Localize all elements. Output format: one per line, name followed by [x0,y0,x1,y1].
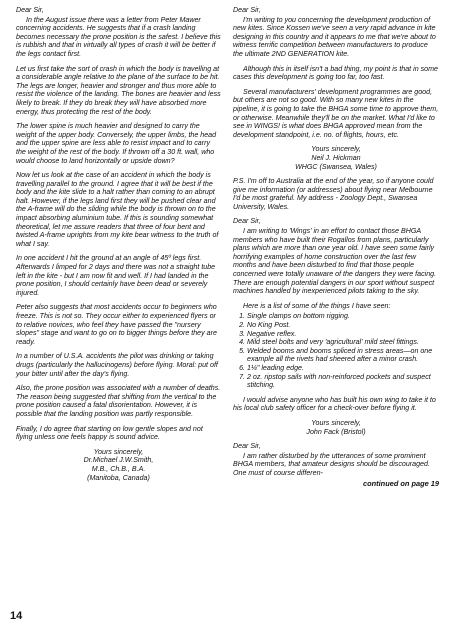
signature-block [16,448,221,482]
letter-salutation: Dear Sir, [16,6,44,14]
letter-paragraph: Now let us look at the case of an accident in which the body is travelling parallel to the ground. I agree that it will be best if the body and the kite slide to a halt rather than coming to an abrupt halt. However, if the legs land first they will be pushed clear and the A-frame will do the sliding while the body is thrown on to the impact absorbing aluminium tube. If this is sounding somewhat theoretical, let me assure readers that three of four bent and twisted A-frame uprights from my kite bear witness to the truth of what I say. [16,171,219,248]
signature-location: WHGC (Swansea, Wales) [295,162,377,171]
letter-paragraph: Peter also suggests that most accidents occur to beginners who freeze. This is not so. They occur either to experienced flyers or to relative novices, who feel they have passed the "nursery slopes" stage and want to go on to bigger things before they are ready. [16,303,217,346]
signature-block [233,419,439,436]
list-item: 2. No King Post. [247,321,439,330]
list-item: 6. 1¼" leading edge. [247,364,439,373]
letter-paragraph: Here is a list of some of the things I have seen: [243,301,391,310]
letter-salutation: Dear Sir, [233,217,261,226]
letter-paragraph: Also, the prone position was associated with a number of deaths. The reason being suggested that shifting from the vertical to the prone position caused a fatal disorientation. However, it is possible that the landing position was partly responsible. [16,384,221,418]
signature-name: Neil J. Hickman [311,153,361,162]
letter-paragraph: In the August issue there was a letter from Peter Mawer concerning accidents. He suggests that if a crash landing becomes necessary the prone position is the safest. I believe this is rubbish and that in virtually all types of crash it will be better if the legs contact first. [16,15,221,58]
letter-paragraph: I am writing to 'Wings' in an effort to contact those BHGA members who have built their Rogallos from plans, particularly plans which are more than one year old. I have seen some fairly horrifying examples of home construction over the last few months and have been disturbed to find that those people concerned were totally unaware of the dangers they were facing. There are enough potential dangers in our sport without suspect machines handled by inexperienced pilots taking to the sky. [233,227,437,296]
letter-paragraph: Several manufacturers' development programmes are good, but others are not so good. With so many new kites in the pipeline, it is going to take the BHGA some time to approve them, or otherwise. Meanwhile they'll be on the market. What I'd like to see in WINGS! is what does BHGA approved mean from the development standpoint, i.e. no. of flights, hours, etc. [233,87,439,139]
postscript: P.S. I'm off to Australia at the end of the year, so if anyone could give me information (or addresses) about flying near Melbourne I'd be most grateful. My address - Zoology Dept., Swansea University, Wales. [233,177,434,211]
signature-location: (Manitoba, Canada) [87,473,150,482]
letter-paragraph: I'm writing to you concerning the development production of new kites. Since Kossen we've seen a very rapid advance in kite designing in this country and it appears to me that we're about to witness terrific competition between manufacturers to produce the ultimate 2ND GENERATION kite. [233,15,436,58]
list-item: 4. Mild steel bolts and very 'agricultural' mild steel fittings. [247,338,439,347]
letter-paragraph: I am rather disturbed by the utterances of some prominent BHGA members, that amateur designs should be discouraged. One must of course differen- [233,451,430,477]
letter-closing: Yours sincerely, [311,145,361,154]
letter-paragraph: The lower spine is much heavier and designed to carry the weight of the upper body. Conversely, the upper limbs, the head and the upper spine are less able to resist impact and to carry the weight of the rest of the body. If thrown off a 30 ft. wall, who would choose to land horizontally or upside down? [16,122,217,165]
letter-paragraph: In one accident I hit the ground at an angle of 45º legs first. Afterwards I limped for 2 days and there was not a straight tube left in the kite - but I am now fit and well. If I had landed in the prone position, I should certainly have been dead or severely injured. [16,254,216,297]
list-item: 1. Single clamps on bottom rigging. [247,312,439,321]
letter-paragraph: Although this in itself isn't a bad thing, my point is that in some cases this development is going too far, too fast. [233,64,438,82]
continued-note: continued on page 19 [363,478,439,488]
letter-paragraph: I would advise anyone who has built his own wing to take it to his local club safety officer for a check-over before flying it. [233,395,436,413]
list-item: 3. Negative reflex. [247,330,439,339]
page-number: 14 [10,610,23,622]
signature-block [233,145,439,171]
list-item: 7. 2 oz. ripstop sails with non-reinforced pockets and suspect stitching. [247,373,439,390]
list-item: 5. Welded booms and booms spliced in stress areas—on one example all the rivets had sheered after a minor crash. [247,347,439,364]
letter-closing: Yours sincerely, [311,418,361,427]
right-column [233,6,439,488]
letter-paragraph: In a number of U.S.A. accidents the pilot was drinking or taking drugs (particularly the hallucinogens) before flying. Moral: put off your bitter until after the day's flying. [16,352,218,378]
letter-salutation: Dear Sir, [233,6,261,14]
letter-paragraph: Finally, I do agree that starting on low gentle slopes and not flying unless one feels happy is sound advice. [16,424,203,442]
letter-salutation: Dear Sir, [233,442,261,451]
signature-name: John Fack (Bristol) [306,427,366,436]
letter-closing: Yours sincerely, [93,447,144,456]
signature-degrees: M.B., Ch.B., B.A. [91,464,146,473]
signature-name: Dr.Michael J.W.Smith, [83,456,154,465]
hazard-list [233,312,439,389]
left-column [16,6,221,488]
letter-paragraph: Let us first take the sort of crash in which the body is travelling at a considerable angle relative to the plane of the surface to be hit. The legs are longer, heavier and stronger and thus more able to resist the violence of the landing. The bones are heavier and less likely to break. If they do break they will have absorbed more energy, thus protecting the rest of the body. [16,64,221,116]
